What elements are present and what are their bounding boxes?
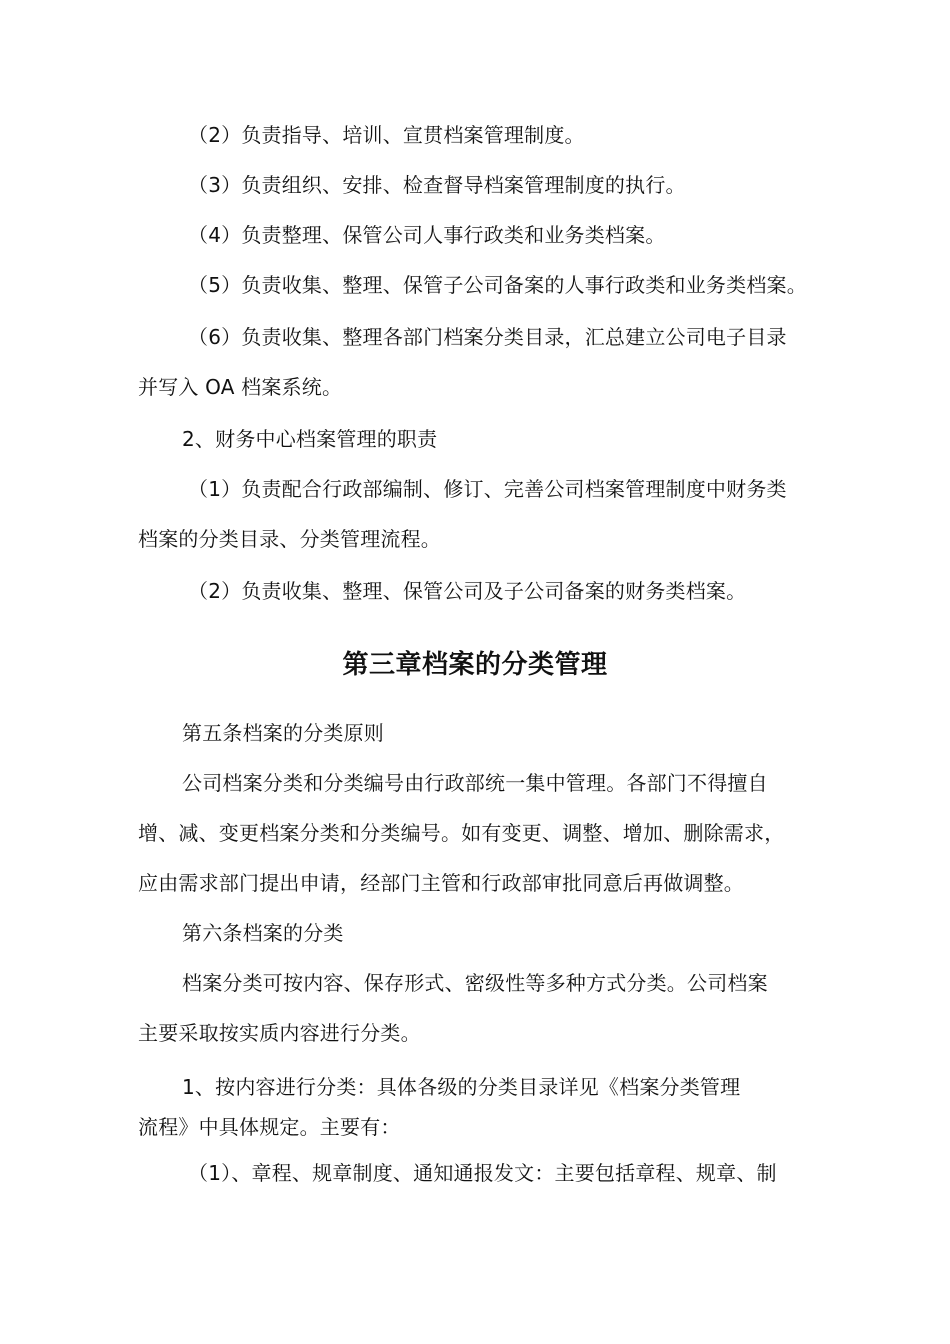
article-5-para-line-2: 增、减、变更档案分类和分类编号。如有变更、调整、增加、删除需求， [138, 821, 785, 845]
classification-item-1: （1）、章程、规章制度、通知通报发文：主要包括章程、规章、制 [188, 1161, 777, 1185]
article-6-heading: 第六条档案的分类 [182, 921, 344, 945]
item-4-archive: （4）负责整理、保管公司人事行政类和业务类档案。 [188, 223, 666, 247]
article-5-para-line-1: 公司档案分类和分类编号由行政部统一集中管理。各部门不得擅自 [182, 771, 768, 795]
content-classification-line-1: 1、按内容进行分类：具体各级的分类目录详见《档案分类管理 [182, 1075, 741, 1099]
article-6-para-line-1: 档案分类可按内容、保存形式、密级性等多种方式分类。公司档案 [182, 971, 768, 995]
chapter-title: 第三章档案的分类管理 [342, 650, 608, 680]
finance-item-1-continued: 档案的分类目录、分类管理流程。 [138, 527, 441, 551]
finance-item-2: （2）负责收集、整理、保管公司及子公司备案的财务类档案。 [188, 579, 747, 603]
item-6-continued: 并写入 OA 档案系统。 [138, 375, 343, 399]
item-2-guidance: （2）负责指导、培训、宣贯档案管理制度。 [188, 123, 585, 147]
item-6-collect: （6）负责收集、整理各部门档案分类目录，汇总建立公司电子目录 [188, 325, 787, 349]
item-5-collect: （5）负责收集、整理、保管子公司备案的人事行政类和业务类档案。 [188, 273, 807, 297]
article-5-heading: 第五条档案的分类原则 [182, 721, 384, 745]
finance-item-1: （1）负责配合行政部编制、修订、完善公司档案管理制度中财务类 [188, 477, 787, 501]
item-3-organize: （3）负责组织、安排、检查督导档案管理制度的执行。 [188, 173, 686, 197]
article-6-para-line-2: 主要采取按实质内容进行分类。 [138, 1021, 421, 1045]
article-5-para-line-3: 应由需求部门提出申请，经部门主管和行政部审批同意后再做调整。 [138, 871, 744, 895]
content-classification-line-2: 流程》中具体规定。主要有： [138, 1115, 401, 1139]
finance-center-heading: 2、财务中心档案管理的职责 [182, 427, 438, 451]
